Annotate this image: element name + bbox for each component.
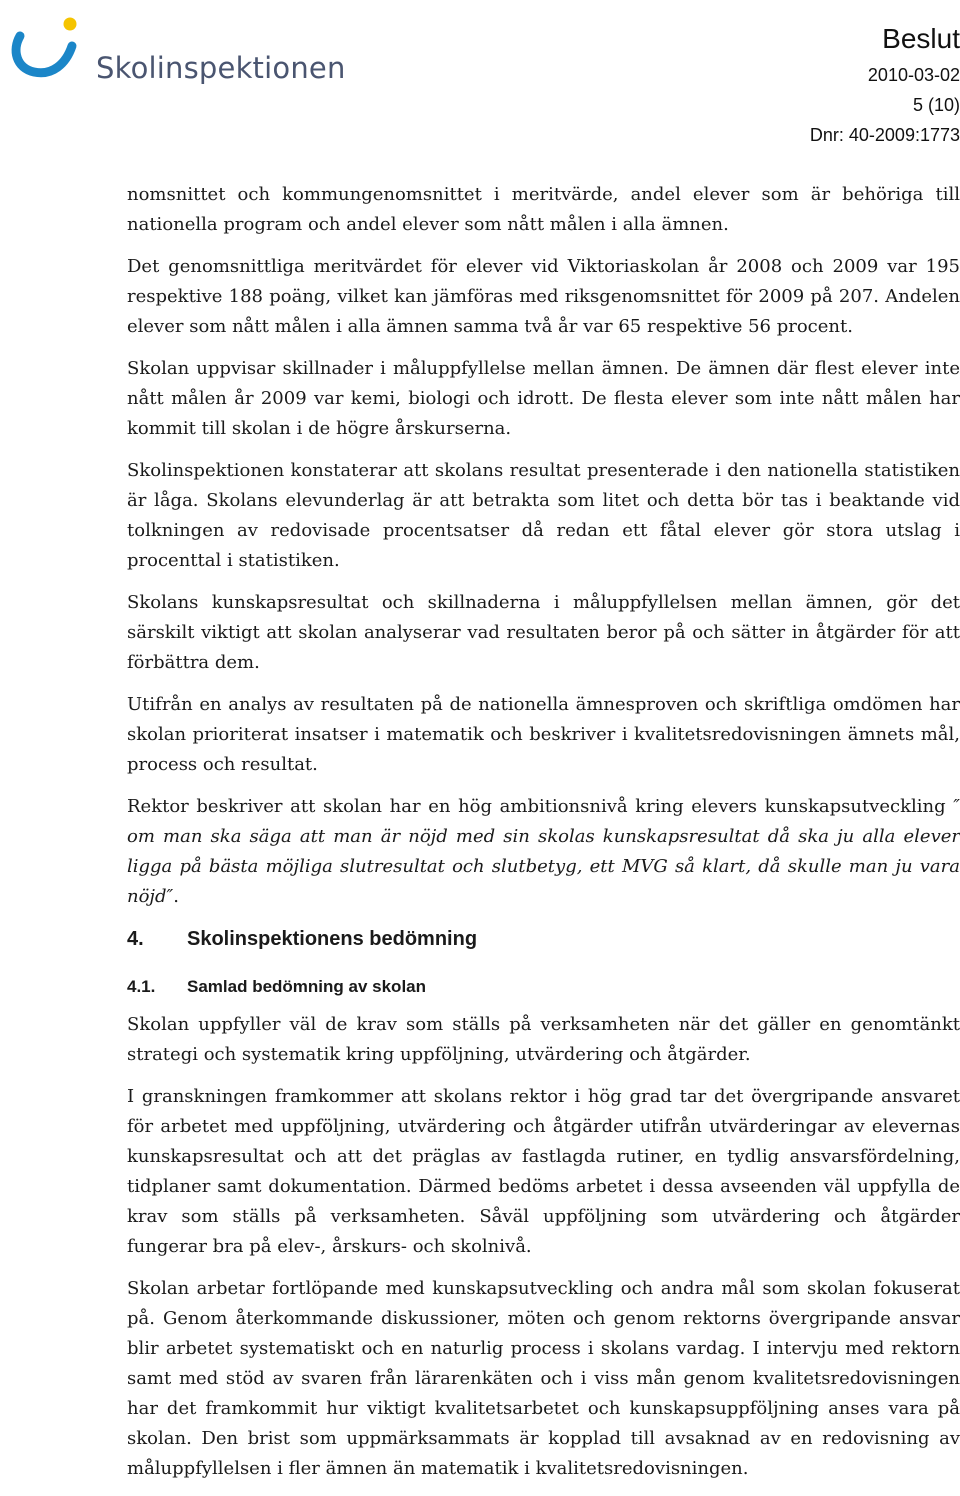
quote-intro: Rektor beskriver att skolan har en hög ambitionsnivå kring elevers kunskapsutveckling <box>127 796 946 817</box>
quote-end: . <box>173 886 179 907</box>
paragraph: Det genomsnittliga meritvärdet för elever vid Viktoriaskolan år 2008 och 2009 var 195 respektive 188 poäng, vilket kan jämföras med riksgenomsnittet för 2009 på 207. Andelen elever som nått målen i alla ämnen samma två år var 65 respektive 56 procent. <box>127 256 960 337</box>
quote-text: ″ om man ska säga att man är nöjd med sin skolas kunskapsresultat då ska ju alla elever ligga på bästa möjliga slutresultat och slutbetyg, ett MVG så klart, då skulle man ju vara nöjd″ <box>127 796 960 907</box>
document-body <box>127 180 960 1496</box>
paragraph: Skolan uppvisar skillnader i måluppfyllelse mellan ämnen. De ämnen där flest elever inte nått målen år 2009 var kemi, biologi och idrott. De flesta elever som inte nått målen har kommit till skolan i de högre årskurserna. <box>127 358 960 439</box>
logo-mark-icon <box>8 10 98 90</box>
logo-text: Skolinspektionen <box>96 51 346 85</box>
subsection-heading <box>127 972 960 1002</box>
registration-number: Dnr: 40-2009:1773 <box>809 125 960 145</box>
section-number: 4. <box>127 928 144 950</box>
quote-paragraph <box>127 792 960 912</box>
page-number: 5 (10) <box>912 95 960 115</box>
paragraph: nomsnittet och kommungenomsnittet i meritvärde, andel elever som är behöriga till nationella program och andel elever som nått målen i alla ämnen. <box>127 184 960 235</box>
paragraph: Skolan uppfyller väl de krav som ställs på verksamheten när det gäller en genomtänkt strategi och systematik kring uppföljning, utvärdering och åtgärder. <box>127 1014 960 1065</box>
subsection-title: Samlad bedömning av skolan <box>187 977 427 996</box>
paragraph: Skolinspektionen konstaterar att skolans resultat presenterade i den nationella statistiken är låga. Skolans elevunderlag är att betrakta som litet och detta bör tas i beaktande vid tolkningen av redovisade procentsatser då redan ett fåtal elever gör stora utslag i procenttal i statistiken. <box>127 460 960 571</box>
document-header <box>810 20 960 150</box>
document-date: 2010-03-02 <box>867 65 960 85</box>
section-heading <box>127 924 960 954</box>
paragraph: I granskningen framkommer att skolans rektor i hög grad tar det övergripande ansvaret för arbetet med uppföljning, utvärdering och åtgärder utifrån utvärderingar av elevernas kunskapsresultat och att det präglas av fastlagda rutiner, en tydlig ansvarsfördelning, tidplaner samt dokumentation. Därmed bedöms arbetet i dessa avseenden väl uppfylla de krav som ställs på verksamheten. Såväl uppföljning som utvärdering och åtgärder fungerar bra på elev-, årskurs- och skolnivå. <box>127 1086 960 1257</box>
paragraph: Utifrån en analys av resultaten på de nationella ämnesproven och skriftliga omdömen har skolan prioriterat insatser i matematik och beskriver i kvalitetsredovisningen ämnets mål, process och resultat. <box>127 694 960 775</box>
paragraph: Skolans kunskapsresultat och skillnaderna i måluppfyllelsen mellan ämnen, gör det särskilt viktigt att skolan analyserar vad resultaten beror på och sätter in åtgärder för att förbättra dem. <box>127 592 960 673</box>
paragraph: Skolan arbetar fortlöpande med kunskapsutveckling och andra mål som skolan fokuserat på. Genom återkommande diskussioner, möten och genom rektorns övergripande ansvar blir arbetet systematiskt och en naturlig process i skolans vardag. I intervju med rektorn samt med stöd av svaren från lärarenkäten och i viss mån genom kvalitetsredovisningen har det framkommit hur viktigt kvalitetsarbetet och kunskapsuppföljning anses vara på skolan. Den brist som uppmärksammats är kopplad till avsaknad av en redovisning av måluppfyllelsen i fler ämnen än matematik i kvalitetsredovisningen. <box>127 1278 960 1479</box>
subsection-number: 4.1. <box>127 977 156 996</box>
section-title: Skolinspektionens bedömning <box>187 928 478 950</box>
document-type: Beslut <box>882 23 960 54</box>
skolinspektionen-logo <box>8 10 348 90</box>
